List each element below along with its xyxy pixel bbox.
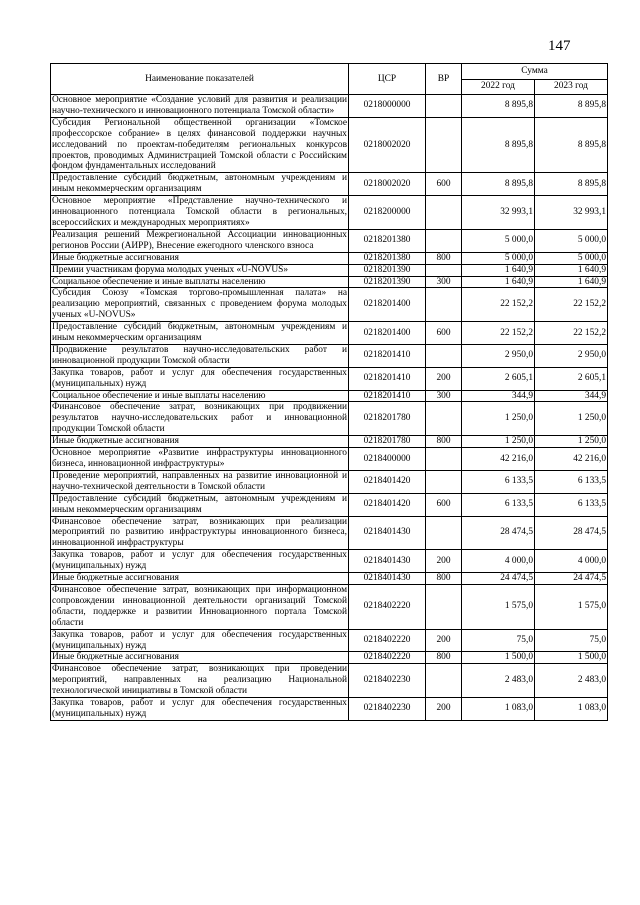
row-name: Иные бюджетные ассигнования xyxy=(51,573,349,585)
table-row xyxy=(51,288,608,322)
row-vr xyxy=(426,516,462,550)
row-vr: 600 xyxy=(426,493,462,516)
row-amount-2022: 1 575,0 xyxy=(462,584,535,629)
row-amount-2022: 4 000,0 xyxy=(462,550,535,573)
row-amount-2022: 1 083,0 xyxy=(462,698,535,721)
budget-table xyxy=(50,63,608,721)
row-vr xyxy=(426,470,462,493)
row-vr xyxy=(426,344,462,367)
row-csr: 0218201410 xyxy=(349,367,426,390)
row-amount-2022: 75,0 xyxy=(462,629,535,652)
row-amount-2023: 1 083,0 xyxy=(535,698,608,721)
table-body xyxy=(51,95,608,721)
row-name: Социальное обеспечение и иные выплаты населению xyxy=(51,276,349,288)
row-vr xyxy=(426,584,462,629)
row-csr: 0218402220 xyxy=(349,584,426,629)
row-csr: 0218201410 xyxy=(349,390,426,402)
row-amount-2023: 6 133,5 xyxy=(535,470,608,493)
row-amount-2022: 32 993,1 xyxy=(462,196,535,230)
row-amount-2023: 2 950,0 xyxy=(535,344,608,367)
row-csr: 0218000000 xyxy=(349,95,426,118)
row-name: Основное мероприятие «Развитие инфраструктуры инновационного бизнеса, инновационной инфраструктуры» xyxy=(52,448,347,469)
row-csr: 0218401420 xyxy=(349,470,426,493)
row-amount-2023: 32 993,1 xyxy=(535,196,608,230)
table-row xyxy=(51,117,608,173)
table-row xyxy=(51,550,608,573)
row-vr: 600 xyxy=(426,173,462,196)
row-amount-2022: 1 640,9 xyxy=(462,264,535,276)
row-amount-2022: 6 133,5 xyxy=(462,470,535,493)
row-csr: 0218401430 xyxy=(349,550,426,573)
row-vr xyxy=(426,402,462,436)
row-vr xyxy=(426,448,462,471)
table-row xyxy=(51,664,608,698)
row-amount-2023: 8 895,8 xyxy=(535,173,608,196)
row-csr: 0218402220 xyxy=(349,629,426,652)
row-csr: 0218201400 xyxy=(349,322,426,345)
row-amount-2022: 28 474,5 xyxy=(462,516,535,550)
row-name: Закупка товаров, работ и услуг для обеспечения государственных (муниципальных) нужд xyxy=(52,550,347,572)
row-name: Финансовое обеспечение затрат, возникающих при реализации мероприятий по развитию инфраструктуры инновационного бизнеса, инновационной инфраструктуры xyxy=(52,516,347,549)
row-amount-2023: 1 640,9 xyxy=(535,264,608,276)
page-number: 147 xyxy=(548,38,571,54)
header-sum: Сумма xyxy=(462,64,608,80)
row-csr: 0218201780 xyxy=(349,436,426,448)
row-name: Социальное обеспечение и иные выплаты населению xyxy=(51,390,349,402)
row-amount-2023: 42 216,0 xyxy=(535,448,608,471)
row-amount-2022: 344,9 xyxy=(462,390,535,402)
row-amount-2022: 2 950,0 xyxy=(462,344,535,367)
row-csr: 0218201410 xyxy=(349,344,426,367)
table-row xyxy=(51,698,608,721)
table-row xyxy=(51,402,608,436)
row-amount-2023: 5 000,0 xyxy=(535,229,608,252)
row-vr: 800 xyxy=(426,252,462,264)
row-csr: 0218200000 xyxy=(349,196,426,230)
row-csr: 0218402230 xyxy=(349,664,426,698)
row-vr: 300 xyxy=(426,276,462,288)
row-amount-2023: 8 895,8 xyxy=(535,117,608,173)
table-row xyxy=(51,516,608,550)
row-name: Закупка товаров, работ и услуг для обеспечения государственных (муниципальных) нужд xyxy=(52,629,347,651)
row-csr: 0218201400 xyxy=(349,288,426,322)
table-row xyxy=(51,448,608,471)
header-csr: ЦСР xyxy=(349,64,426,95)
row-amount-2022: 22 152,2 xyxy=(462,288,535,322)
row-name: Основное мероприятие «Создание условий для развития и реализации научно-технического и инновационного потенциала Томской области» xyxy=(52,95,347,116)
row-name: Иные бюджетные ассигнования xyxy=(51,252,349,264)
row-amount-2023: 5 000,0 xyxy=(535,252,608,264)
header-vr: ВР xyxy=(426,64,462,95)
table-row xyxy=(51,470,608,493)
row-amount-2022: 5 000,0 xyxy=(462,229,535,252)
row-amount-2023: 4 000,0 xyxy=(535,550,608,573)
row-name: Финансовое обеспечение затрат, возникающих при проведении мероприятий, направленных на реализацию Национальной технологической инициативы в Томской области xyxy=(52,664,347,697)
row-vr xyxy=(426,95,462,118)
table-row xyxy=(51,322,608,345)
row-amount-2023: 28 474,5 xyxy=(535,516,608,550)
row-amount-2022: 1 250,0 xyxy=(462,436,535,448)
row-vr: 800 xyxy=(426,652,462,664)
row-vr: 800 xyxy=(426,573,462,585)
row-amount-2023: 1 500,0 xyxy=(535,652,608,664)
table-row xyxy=(51,652,608,664)
row-name: Финансовое обеспечение затрат, возникающих при информационном сопровождении инновационной деятельности организаций Томской области, поддержке и развитии Инновационного портала Томской области xyxy=(52,584,347,628)
table-row xyxy=(51,276,608,288)
row-csr: 0218002020 xyxy=(349,173,426,196)
header-year-2022: 2022 год xyxy=(462,79,535,95)
row-csr: 0218401420 xyxy=(349,493,426,516)
row-amount-2022: 6 133,5 xyxy=(462,493,535,516)
row-amount-2023: 1 575,0 xyxy=(535,584,608,629)
row-name: Субсидия Союзу «Томская торгово-промышленная палата» на реализацию мероприятий, связанных с проведением форума молодых ученых «U-NOVUS» xyxy=(52,288,347,321)
table-row xyxy=(51,367,608,390)
row-name: Закупка товаров, работ и услуг для обеспечения государственных (муниципальных) нужд xyxy=(52,367,347,389)
row-amount-2023: 6 133,5 xyxy=(535,493,608,516)
row-vr xyxy=(426,288,462,322)
row-name: Предоставление субсидий бюджетным, автономным учреждениям и иным некоммерческим организациям xyxy=(52,322,347,344)
row-name: Продвижение результатов научно-исследовательских работ и инновационной продукции Томской области xyxy=(52,344,347,366)
row-amount-2022: 24 474,5 xyxy=(462,573,535,585)
row-name: Предоставление субсидий бюджетным, автономным учреждениям и иным некоммерческим организациям xyxy=(52,173,347,195)
row-amount-2023: 1 640,9 xyxy=(535,276,608,288)
header-year-2023: 2023 год xyxy=(535,79,608,95)
row-amount-2023: 1 250,0 xyxy=(535,402,608,436)
row-vr xyxy=(426,264,462,276)
table-header xyxy=(51,64,608,95)
table-row xyxy=(51,493,608,516)
row-name: Финансовое обеспечение затрат, возникающих при продвижении результатов научно-исследовательских работ и инновационной продукции Томской области xyxy=(52,402,347,435)
row-amount-2023: 75,0 xyxy=(535,629,608,652)
table-row xyxy=(51,629,608,652)
row-name: Субсидия Региональной общественной организации «Томское профессорское собрание» в целях финансовой поддержки научных исследований по проектам-победителям региональных конкурсов проектов, проводимых Администрацией Томской области с Российским фондом фундаментальных исследований xyxy=(52,117,347,172)
row-name: Иные бюджетные ассигнования xyxy=(51,436,349,448)
row-csr: 0218002020 xyxy=(349,117,426,173)
row-amount-2022: 8 895,8 xyxy=(462,117,535,173)
row-csr: 0218201380 xyxy=(349,252,426,264)
row-amount-2023: 344,9 xyxy=(535,390,608,402)
row-amount-2022: 2 605,1 xyxy=(462,367,535,390)
row-name: Закупка товаров, работ и услуг для обеспечения государственных (муниципальных) нужд xyxy=(52,698,347,719)
row-amount-2023: 8 895,8 xyxy=(535,95,608,118)
row-vr: 300 xyxy=(426,390,462,402)
table-row xyxy=(51,584,608,629)
row-name: Предоставление субсидий бюджетным, автономным учреждениям и иным некоммерческим организациям xyxy=(52,493,347,515)
table-row xyxy=(51,573,608,585)
row-csr: 0218401430 xyxy=(349,573,426,585)
row-csr: 0218402230 xyxy=(349,698,426,721)
row-csr: 0218201380 xyxy=(349,229,426,252)
row-amount-2023: 24 474,5 xyxy=(535,573,608,585)
row-amount-2023: 2 605,1 xyxy=(535,367,608,390)
row-amount-2022: 22 152,2 xyxy=(462,322,535,345)
row-vr: 200 xyxy=(426,550,462,573)
row-vr: 200 xyxy=(426,367,462,390)
row-amount-2022: 5 000,0 xyxy=(462,252,535,264)
row-vr: 600 xyxy=(426,322,462,345)
table-row xyxy=(51,436,608,448)
row-vr: 200 xyxy=(426,698,462,721)
row-csr: 0218402220 xyxy=(349,652,426,664)
row-name: Реализация решений Межрегиональной Ассоциации инновационных регионов России (АИРР), Внесение ежегодного членского взноса xyxy=(52,229,347,251)
table-row xyxy=(51,173,608,196)
row-vr xyxy=(426,117,462,173)
row-csr: 0218201390 xyxy=(349,264,426,276)
row-csr: 0218400000 xyxy=(349,448,426,471)
row-name: Иные бюджетные ассигнования xyxy=(51,652,349,664)
row-amount-2022: 8 895,8 xyxy=(462,173,535,196)
row-amount-2022: 2 483,0 xyxy=(462,664,535,698)
row-csr: 0218201780 xyxy=(349,402,426,436)
row-amount-2022: 1 500,0 xyxy=(462,652,535,664)
table-row xyxy=(51,390,608,402)
table-row xyxy=(51,196,608,230)
row-amount-2022: 1 640,9 xyxy=(462,276,535,288)
header-name: Наименование показателей xyxy=(51,64,349,95)
row-csr: 0218401430 xyxy=(349,516,426,550)
row-amount-2022: 1 250,0 xyxy=(462,402,535,436)
row-vr: 200 xyxy=(426,629,462,652)
row-vr xyxy=(426,664,462,698)
row-csr: 0218201390 xyxy=(349,276,426,288)
row-amount-2022: 8 895,8 xyxy=(462,95,535,118)
row-vr xyxy=(426,196,462,230)
table-row xyxy=(51,264,608,276)
row-name: Премии участникам форума молодых ученых «U-NOVUS» xyxy=(51,264,349,276)
row-vr: 800 xyxy=(426,436,462,448)
row-vr xyxy=(426,229,462,252)
table-row xyxy=(51,95,608,118)
table-row xyxy=(51,252,608,264)
row-amount-2023: 1 250,0 xyxy=(535,436,608,448)
row-amount-2023: 2 483,0 xyxy=(535,664,608,698)
row-amount-2023: 22 152,2 xyxy=(535,288,608,322)
table-row xyxy=(51,229,608,252)
row-name: Проведение мероприятий, направленных на развитие инновационной и научно-технической деятельности в Томской области xyxy=(52,470,347,492)
row-amount-2023: 22 152,2 xyxy=(535,322,608,345)
row-amount-2022: 42 216,0 xyxy=(462,448,535,471)
table-row xyxy=(51,344,608,367)
row-name: Основное мероприятие «Представление научно-технического и инновационного потенциала Томской области в региональных, всероссийских и международных мероприятиях» xyxy=(52,196,347,228)
